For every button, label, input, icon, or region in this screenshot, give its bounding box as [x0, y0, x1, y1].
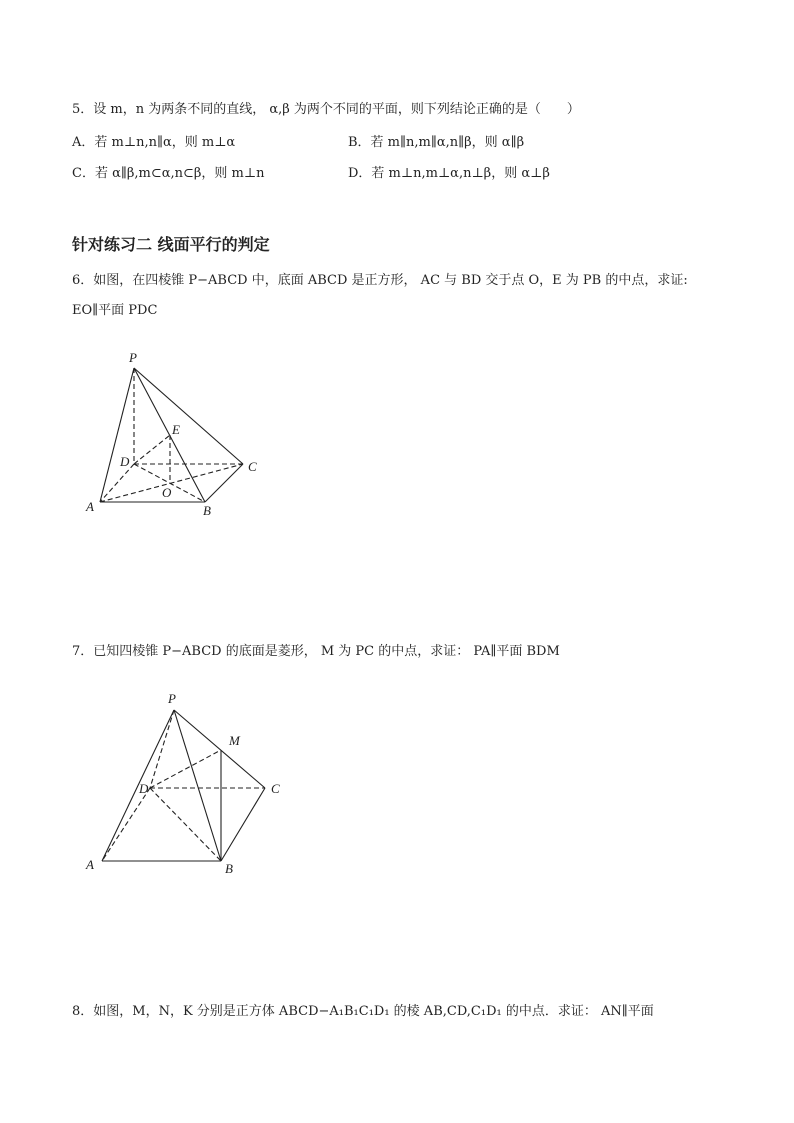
q5-option-a: A．若 m⊥n,n∥α，则 m⊥α [72, 135, 236, 150]
q7-label-B: B [225, 861, 233, 876]
q6-label-A: A [86, 499, 94, 514]
q7-label-C: C [271, 781, 280, 796]
q5-stem: 5．设 m，n 为两条不同的直线， α,β 为两个不同的平面，则下列结论正确的是（ ） [72, 102, 580, 117]
q5-option-c: C．若 α∥β,m⊂α,n⊂β，则 m⊥n [72, 166, 265, 181]
q6-label-O: O [162, 485, 172, 500]
q5-option-b: B．若 m∥n,m∥α,n∥β，则 α∥β [348, 135, 525, 150]
q6-text-line1: 6．如图，在四棱锥 P−ABCD 中，底面 ABCD 是正方形， AC 与 BD 交于点 O，E 为 PB 的中点，求证: [72, 273, 688, 288]
q5-option-d: D．若 m⊥n,m⊥α,n⊥β，则 α⊥β [348, 166, 550, 181]
q8-text-line1: 8．如图，M，N，K 分别是正方体 ABCD−A₁B₁C₁D₁ 的棱 AB,CD,C₁D₁ 的中点．求证： AN∥平面 [72, 1004, 654, 1019]
q6-label-P: P [129, 350, 137, 365]
q7-label-M: M [229, 733, 240, 748]
q6-label-B: B [203, 503, 211, 518]
section-heading: 针对练习二 线面平行的判定 [72, 235, 270, 254]
q6-label-E: E [172, 422, 180, 437]
q7-label-D: D [139, 781, 149, 796]
q7-text-line1: 7．已知四棱锥 P−ABCD 的底面是菱形， M 为 PC 的中点，求证： PA∥平面 BDM [72, 644, 560, 659]
q6-label-C: C [248, 459, 257, 474]
q6-text-line2: EO∥平面 PDC [72, 303, 158, 318]
q7-label-P: P [168, 691, 176, 706]
q7-label-A: A [86, 857, 94, 872]
q6-label-D: D [120, 454, 130, 469]
